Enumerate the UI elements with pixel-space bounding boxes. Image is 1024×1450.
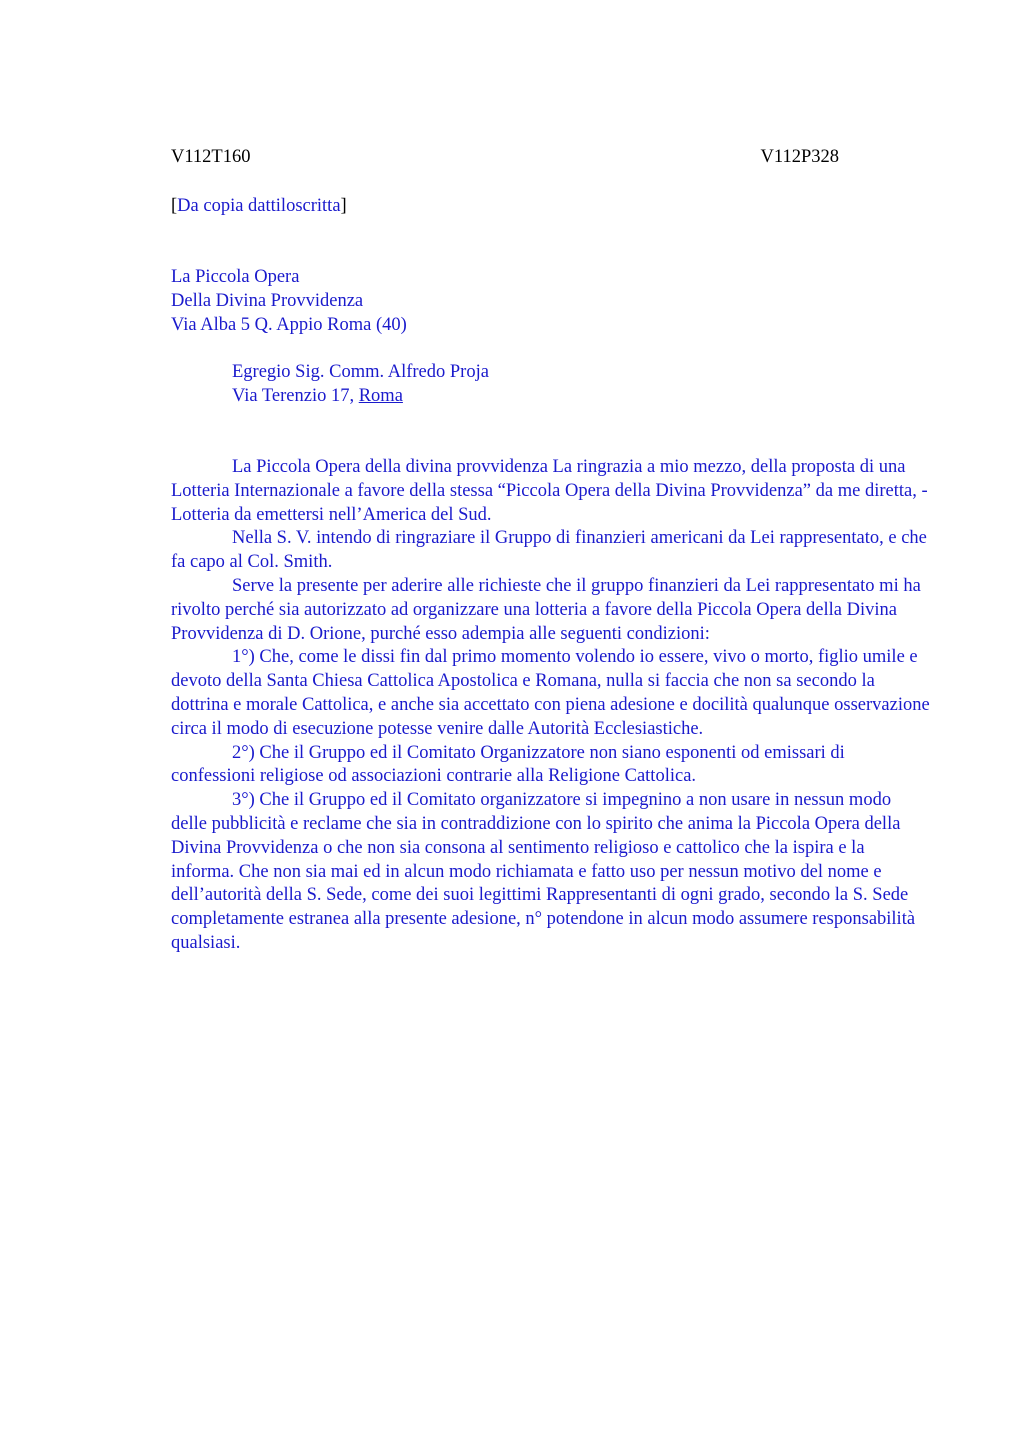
body-paragraph-condition-1: 1°) Che, come le dissi fin dal primo momento volendo io essere, vivo o morto, figlio umile e devoto della Santa Chiesa Cattolica Apostolica e Romana, nulla si faccia che non sa secondo la dottrina e morale Cattolica, e anche sia accettato con piena adesione e docilità qualunque osservazione circa il modo di esecuzione potesse venire dalle Autorità Ecclesiastiche.	[171, 647, 930, 739]
sender-address	[171, 266, 407, 337]
body-paragraph-2: Nella S. V. intendo di ringraziare il Gruppo di finanzieri americani da Lei rappresentato, e che fa capo al Col. Smith.	[171, 528, 927, 573]
letter-body	[171, 456, 931, 956]
archive-code-left: V112T160	[171, 147, 251, 167]
source-note-text: Da copia dattiloscritta	[177, 196, 341, 216]
sender-line-3: Via Alba 5 Q. Appio Roma (40)	[171, 314, 407, 335]
recipient-street: Via Terenzio 17,	[232, 385, 359, 406]
body-paragraph-1: La Piccola Opera della divina provvidenza La ringrazia a mio mezzo, della proposta di una Lotteria Internazionale a favore della stessa “Piccola Opera della Divina Provvidenza” da me diretta, - Lotteria da emettersi nell’America del Sud.	[171, 457, 928, 525]
sender-line-2: Della Divina Provvidenza	[171, 290, 364, 311]
archive-code-right: V112P328	[760, 147, 839, 167]
recipient-address	[232, 361, 489, 409]
recipient-line-1: Egregio Sig. Comm. Alfredo Proja	[232, 362, 489, 382]
recipient-line-2	[232, 385, 489, 409]
body-paragraph-condition-3: 3°) Che il Gruppo ed il Comitato organizzatore si impegnino a non usare in nessun modo delle pubblicità e reclame che sia in contraddizione con lo spirito che anima la Piccola Opera della Divina Provvidenza o che non sia consona al sentimento religioso e cattolico che la ispira e la informa. Che non sia mai ed in alcun modo richiamata e fatto uso per nessun motivo del nome e dell’autorità della S. Sede, come dei suoi legittimi Rappresentanti di ogni grado, secondo la S. Sede completamente estranea alla presente adesione, n° potendone in alcun modo assumere responsabilità qualsiasi.	[171, 790, 916, 953]
body-paragraph-condition-2: 2°) Che il Gruppo ed il Comitato Organizzatore non siano esponenti od emissari di confessioni religiose od associazioni contrarie alla Religione Cattolica.	[171, 742, 845, 787]
sender-line-1: La Piccola Opera	[171, 267, 300, 287]
source-note	[171, 195, 347, 219]
recipient-city: Roma	[358, 385, 403, 406]
body-paragraph-3: Serve la presente per aderire alle richieste che il gruppo finanzieri da Lei rappresentato mi ha rivolto perché sia autorizzato ad organizzare una lotteria a favore della Piccola Opera della Divina Provvidenza di D. Orione, purché esso adempia alle seguenti condizioni:	[171, 575, 921, 644]
source-note-open-bracket: [	[171, 196, 178, 216]
source-note-close-bracket: ]	[340, 196, 347, 216]
